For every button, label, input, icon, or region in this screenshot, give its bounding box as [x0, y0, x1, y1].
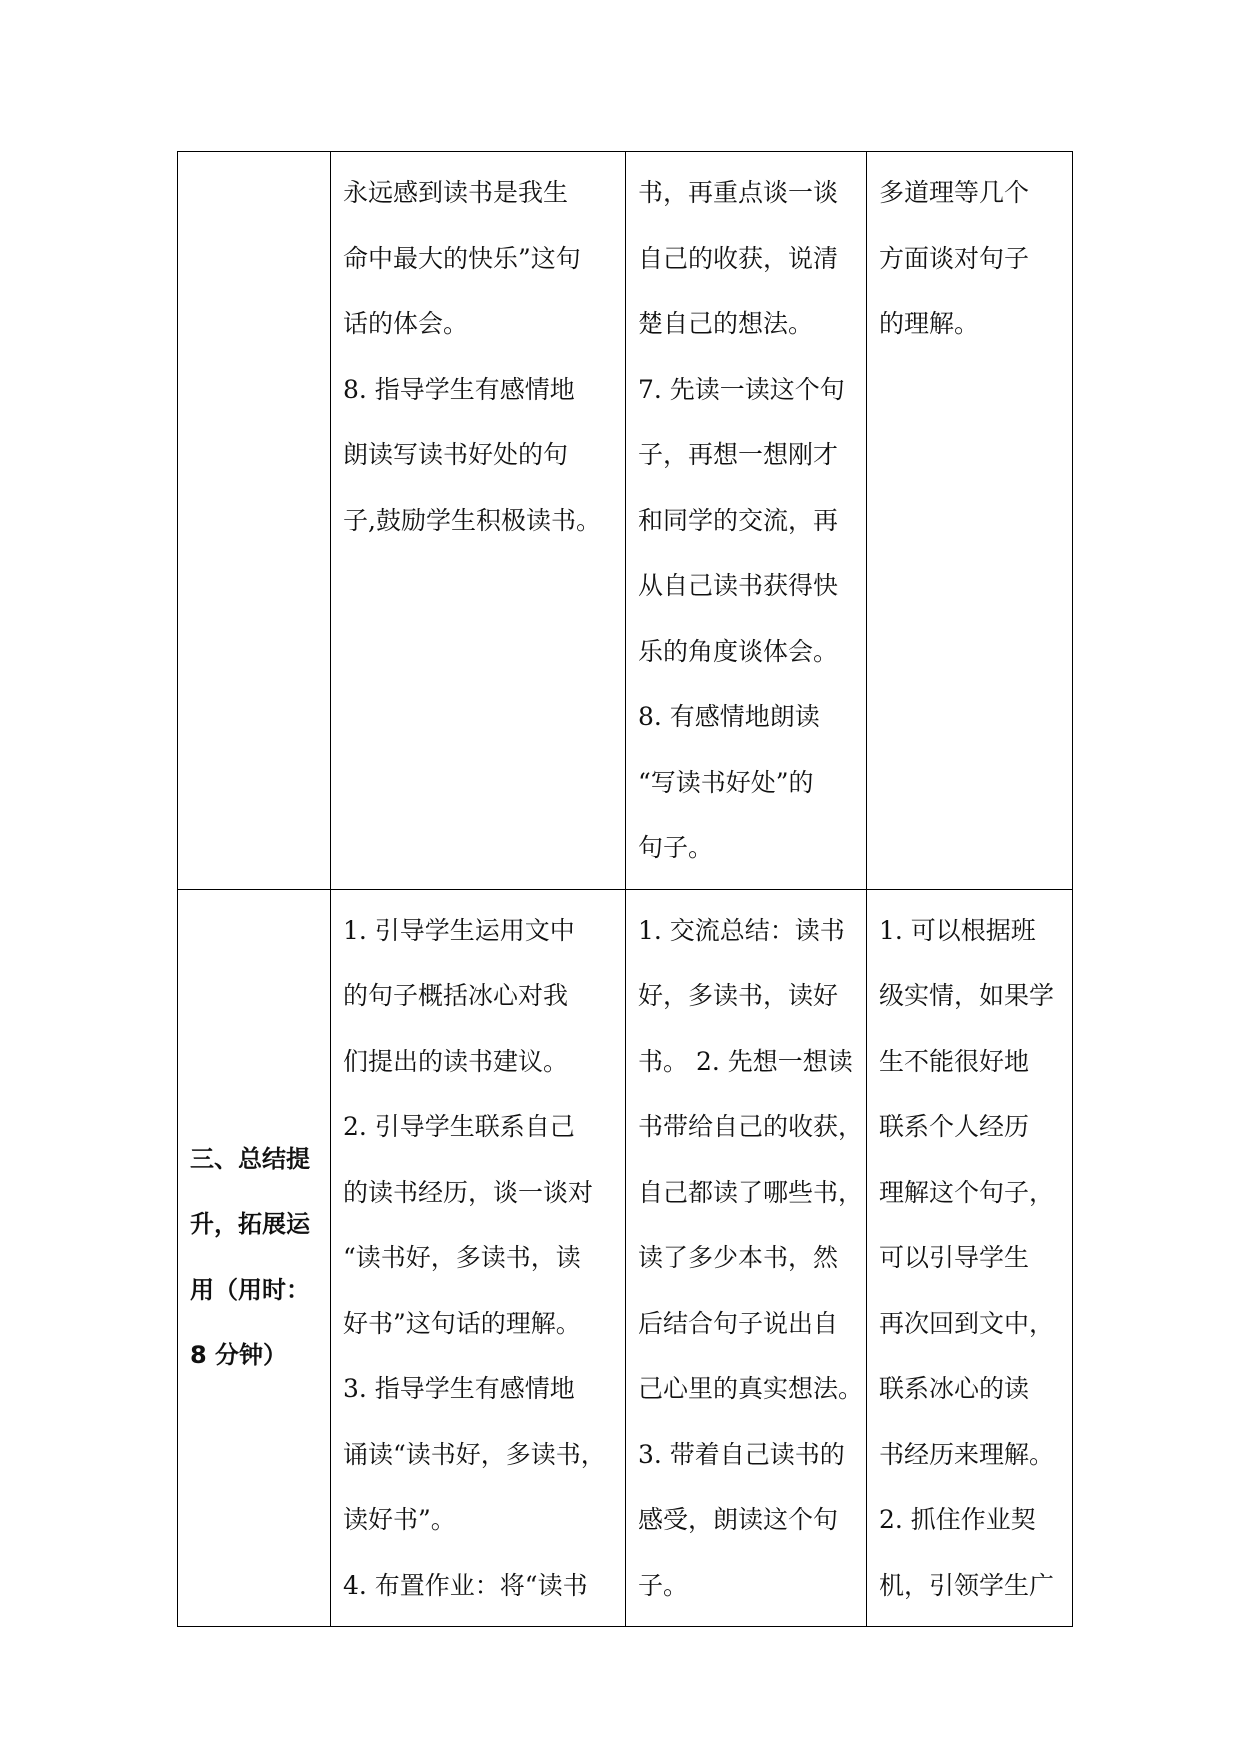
text-line: 2. 抓住作业契: [879, 1505, 1036, 1534]
text-line: 1. 可以根据班: [879, 915, 1036, 945]
text-line: 乐的角度谈体会。: [638, 636, 839, 666]
text-line: 子,鼓励学生积极读书。: [343, 505, 601, 535]
lesson-plan-table: [177, 151, 1073, 1627]
text-line: 自己的收获，说清: [638, 243, 839, 273]
text-line: 再次回到文中，: [879, 1308, 1055, 1338]
text-line: 命中最大的快乐”这句: [343, 243, 581, 273]
text-line: 自己都读了哪些书，: [638, 1177, 864, 1207]
text-line: “读书好，多读书，读: [343, 1243, 581, 1272]
text-line: 书带给自己的收获，: [638, 1112, 864, 1141]
text-line: 话的体会。: [343, 309, 469, 338]
table-row: [178, 889, 1073, 1627]
text-line: 多道理等几个: [879, 178, 1030, 207]
design-notes-cell: [867, 152, 1073, 890]
text-line: 理解这个句子，: [879, 1177, 1055, 1207]
text-line: 楚自己的想法。: [638, 309, 814, 338]
text-line: 用（用时：: [190, 1275, 310, 1304]
text-line: 8. 有感情地朗读: [638, 702, 820, 731]
text-line: 读了多少本书，然: [638, 1243, 839, 1272]
student-activity-cell: [626, 889, 867, 1627]
text-line: 子，再想一想刚才: [638, 440, 839, 469]
text-line: 朗读写读书好处的句: [343, 440, 569, 469]
text-line: 句子。: [638, 833, 714, 862]
text-line: 3. 指导学生有感情地: [343, 1374, 575, 1403]
text-line: 感受，朗读这个句: [638, 1505, 839, 1534]
table-row: [178, 152, 1073, 890]
text-line: 书。 2. 先想一想读: [638, 1046, 853, 1076]
text-line: 3. 带着自己读书的: [638, 1439, 845, 1469]
text-line: 8 分钟）: [190, 1341, 288, 1370]
stage-cell: [178, 152, 331, 890]
text-line: 联系冰心的读: [879, 1374, 1030, 1403]
text-line: 4. 布置作业：将“读书: [343, 1570, 588, 1600]
text-line: 1. 引导学生运用文中: [343, 915, 575, 945]
text-line: 生不能很好地: [879, 1046, 1030, 1076]
text-line: 三、总结提: [190, 1144, 310, 1173]
student-activity-cell: [626, 152, 867, 890]
text-line: 好，多读书，读好: [638, 981, 839, 1010]
text-line: 诵读“读书好，多读书，: [343, 1439, 606, 1469]
text-line: 好书”这句话的理解。: [343, 1308, 581, 1338]
text-line: “写读书好处”的: [638, 767, 814, 797]
text-line: 联系个人经历: [879, 1112, 1030, 1141]
text-line: 读好书”。: [343, 1505, 456, 1534]
text-line: 书经历来理解。: [879, 1439, 1055, 1469]
text-line: 机，引领学生广: [879, 1570, 1055, 1600]
design-notes-cell: [867, 889, 1073, 1627]
text-line: 升，拓展运: [190, 1210, 310, 1239]
text-line: 的句子概括冰心对我: [343, 981, 569, 1010]
text-line: 级实情，如果学: [879, 981, 1055, 1010]
text-line: 的理解。: [879, 309, 980, 338]
text-line: 和同学的交流，再: [638, 505, 839, 535]
text-line: 书，再重点谈一谈: [638, 178, 839, 207]
text-line: 们提出的读书建议。: [343, 1046, 569, 1076]
teacher-activity-cell: [331, 152, 626, 890]
text-line: 7. 先读一读这个句: [638, 374, 845, 404]
text-line: 的读书经历，谈一谈对: [343, 1177, 594, 1207]
text-line: 从自己读书获得快: [638, 571, 839, 600]
text-line: 子。: [638, 1570, 689, 1600]
text-line: 1. 交流总结：读书: [638, 915, 845, 945]
text-line: 永远感到读书是我生: [343, 178, 569, 207]
text-line: 后结合句子说出自: [638, 1308, 839, 1338]
text-line: 8. 指导学生有感情地: [343, 374, 575, 404]
text-line: 己心里的真实想法。: [638, 1374, 864, 1403]
text-line: 可以引导学生: [879, 1243, 1030, 1272]
stage-cell: [178, 889, 331, 1627]
text-line: 2. 引导学生联系自己: [343, 1112, 575, 1141]
teacher-activity-cell: [331, 889, 626, 1627]
text-line: 方面谈对句子: [879, 243, 1030, 273]
